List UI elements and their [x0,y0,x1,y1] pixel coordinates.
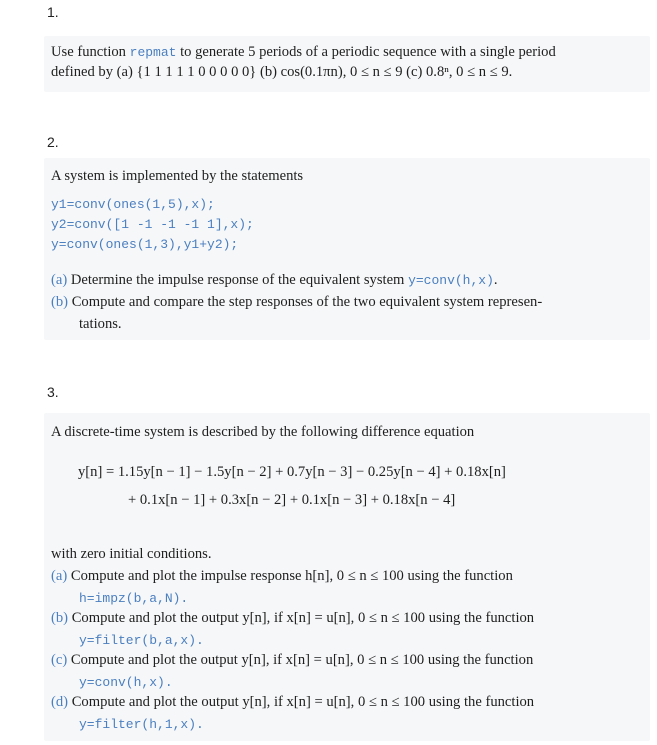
code-inline: y=conv(h,x) [408,273,494,288]
code-line: y1=conv(ones(1,5),x); [51,197,215,212]
problem-1-line-2: defined by (a) {1 1 1 1 1 0 0 0 0 0} (b) cos(0.1πn), 0 ≤ n ≤ 9 (c) 0.8ⁿ, 0 ≤ n ≤ 9. [51,64,513,80]
part-text: Compute and plot the output y[n], if x[n] = u[n], 0 ≤ n ≤ 100 using the function [70,652,534,668]
problem-2-intro: A system is implemented by the statements [51,168,304,184]
difference-equation-line-2: + 0.1x[n − 1] + 0.3x[n − 2] + 0.1x[n − 3] + 0.18x[n − 4] [128,492,456,508]
problem-number: 3. [47,384,59,400]
part-label: (b) [51,294,69,310]
part-text: Compute and compare the step responses of the two equivalent system represen- [71,294,543,310]
part-text: Compute and plot the impulse response h[n], 0 ≤ n ≤ 100 using the function [70,568,513,584]
problem-number: 1. [47,4,59,20]
problem-2-part-a [51,271,498,290]
problem-number: 2. [47,134,59,150]
part-text: Determine the impulse response of the equivalent system [70,272,409,288]
part-label: (b) [51,610,69,626]
code-inline: y=conv(h,x). [79,675,173,690]
text-segment: . [493,272,498,288]
code-inline: h=impz(b,a,N). [79,591,189,606]
text-segment: Use function [51,44,130,60]
code-line: y=conv(ones(1,3),y1+y2); [51,237,239,252]
code-repmat: repmat [129,45,177,60]
problem-3-part-a [51,567,513,586]
difference-equation-line-1: y[n] = 1.15y[n − 1] − 1.5y[n − 2] + 0.7y[n − 3] − 0.25y[n − 4] + 0.18x[n] [78,464,506,480]
problem-3-part-d [51,693,534,712]
problem-3-intro: A discrete-time system is described by the following difference equation [51,424,475,440]
problem-3-part-b [51,609,534,628]
code-inline: y=filter(b,a,x). [79,633,204,648]
part-label: (a) [51,272,68,288]
part-label: (a) [51,568,68,584]
problem-2-part-b [51,293,542,312]
code-inline: y=filter(h,1,x). [79,717,204,732]
code-line: y2=conv([1 -1 -1 -1 1],x); [51,217,254,232]
part-text: Compute and plot the output y[n], if x[n] = u[n], 0 ≤ n ≤ 100 using the function [71,610,535,626]
problem-1-line-1 [51,43,556,62]
part-label: (c) [51,652,68,668]
problem-3-after: with zero initial conditions. [51,546,212,562]
problem-2-part-b-cont: tations. [79,316,122,332]
problem-3-part-c [51,651,533,670]
part-label: (d) [51,694,69,710]
text-segment: to generate 5 periods of a periodic sequence with a single period [176,44,556,60]
part-text: Compute and plot the output y[n], if x[n] = u[n], 0 ≤ n ≤ 100 using the function [71,694,535,710]
